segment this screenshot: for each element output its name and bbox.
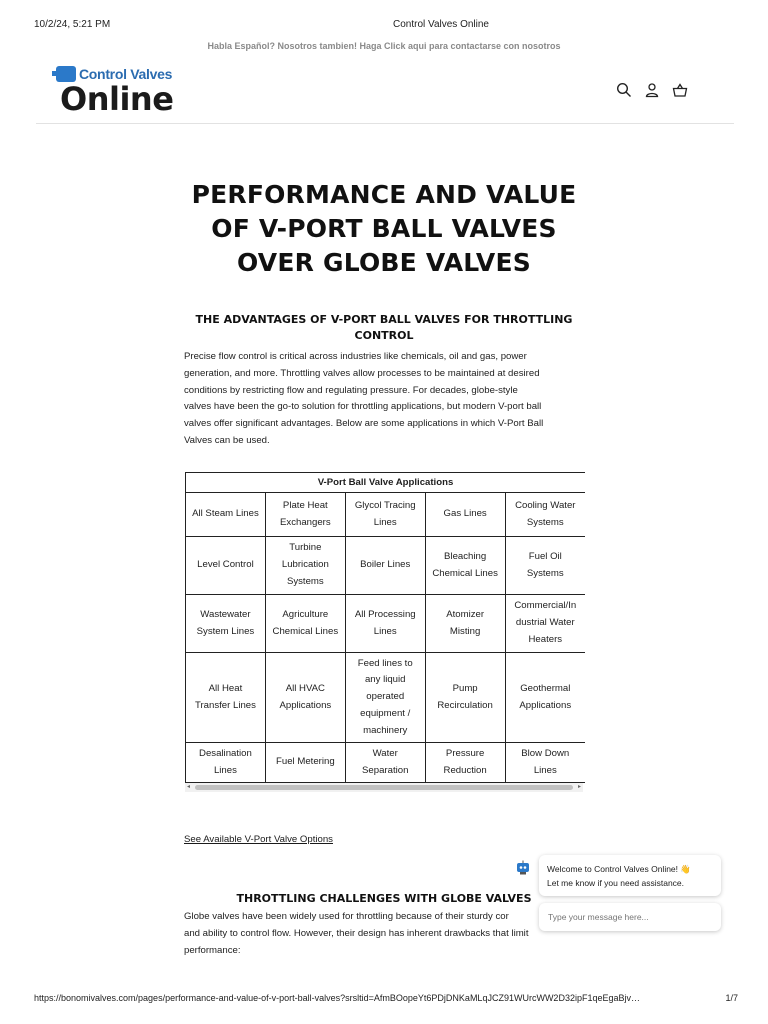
table-cell xyxy=(345,595,425,653)
cell-line: operated xyxy=(366,691,405,703)
print-url: https://bonomivalves.com/pages/performance-and-value-of-v-port-ball-valves?srsltid=AfmBOopeYt6PDjDNKaMLqJCZ91WUrcWW2D32ipF1qeEgaBjv… xyxy=(34,993,640,1003)
table-cell xyxy=(505,595,585,653)
cell-line: Bleaching xyxy=(444,550,487,562)
site-header xyxy=(36,64,734,124)
table-row xyxy=(186,595,586,653)
print-footer xyxy=(0,993,768,1007)
cell-line: Boiler Lines xyxy=(360,559,411,571)
cell-line: Systems xyxy=(526,516,564,528)
cell-line: All HVAC xyxy=(285,682,325,694)
title-line: OF V-PORT BALL VALVES xyxy=(211,214,557,243)
cell-line: Systems xyxy=(526,567,564,579)
cell-line: Wastewater xyxy=(200,608,251,620)
chat-bot-icon[interactable] xyxy=(515,860,531,876)
cell-line: Heaters xyxy=(528,633,563,645)
cell-line: Lines xyxy=(533,764,557,776)
cell-line: Agriculture xyxy=(282,608,329,620)
cell-line: All Processing xyxy=(354,608,416,620)
heading-line: CONTROL xyxy=(354,329,414,342)
applications-table xyxy=(185,472,585,783)
cell-line: Lines xyxy=(373,516,397,528)
cell-line: Misting xyxy=(449,625,481,637)
cell-line: Applications xyxy=(279,699,332,711)
cell-line: Lines xyxy=(373,625,397,637)
table-cell xyxy=(265,743,345,783)
table-cell xyxy=(186,743,266,783)
cart-icon[interactable] xyxy=(672,82,688,98)
table-row xyxy=(186,743,586,783)
table-horizontal-scrollbar[interactable] xyxy=(185,783,583,792)
cell-line: Glycol Tracing xyxy=(354,499,416,511)
cell-line: Turbine xyxy=(289,542,322,554)
print-date: 10/2/24, 5:21 PM xyxy=(34,19,111,30)
cell-line: Commercial/In xyxy=(514,600,577,612)
cell-line: Reduction xyxy=(443,764,487,776)
cell-line: All Heat xyxy=(208,682,243,694)
cell-line: dustrial Water xyxy=(515,617,575,629)
chat-welcome-bubble xyxy=(539,855,721,896)
section1-paragraph xyxy=(184,349,584,450)
scroll-right-arrow-icon[interactable]: ▸ xyxy=(577,784,581,790)
table-cell xyxy=(345,653,425,743)
table-cell xyxy=(345,493,425,537)
logo-line2: Online xyxy=(60,80,174,118)
chat-welcome-line: Welcome to Control Valves Online! 👋 xyxy=(547,864,691,874)
table-cell xyxy=(425,653,505,743)
chat-assist-line: Let me know if you need assistance. xyxy=(547,878,685,888)
para-line: Precise flow control is critical across industries like chemicals, oil and gas, power xyxy=(184,351,527,362)
cell-line: Pressure xyxy=(445,747,485,759)
table-cell xyxy=(425,493,505,537)
search-icon[interactable] xyxy=(616,82,632,98)
para-line: and ability to control flow. However, their design has inherent drawbacks that limit xyxy=(184,927,529,939)
announcement-bar[interactable]: Habla Español? Nosotros tambien! Haga Click aqui para contactarse con nosotros xyxy=(207,41,561,51)
print-header xyxy=(0,19,768,33)
table-cell xyxy=(425,595,505,653)
table-cell xyxy=(345,537,425,595)
table-row xyxy=(186,653,586,743)
cell-line: Blow Down xyxy=(521,747,570,759)
table-cell xyxy=(265,653,345,743)
article-title xyxy=(0,178,768,280)
section2-paragraph xyxy=(184,909,584,959)
title-line: PERFORMANCE AND VALUE xyxy=(191,180,577,209)
cell-line: All Steam Lines xyxy=(192,508,259,520)
cell-line: Pump xyxy=(452,682,478,694)
para-line: conditions by restricting flow and regulating pressure. For decades, globe-style xyxy=(184,384,518,396)
para-line: valves have been the go-to solution for throttling applications, but modern V-port ball xyxy=(184,401,542,413)
para-line: generation, and more. Throttling valves allow processes to be maintained at desired xyxy=(184,367,540,379)
table-row xyxy=(186,537,586,595)
table-cell xyxy=(505,537,585,595)
cell-line: Atomizer xyxy=(446,608,485,620)
table-cell xyxy=(186,537,266,595)
title-line: OVER GLOBE VALVES xyxy=(237,248,531,277)
table-cell xyxy=(186,493,266,537)
cell-line: Cooling Water xyxy=(515,499,576,511)
table-cell xyxy=(505,653,585,743)
cell-line: Applications xyxy=(519,699,572,711)
scroll-left-arrow-icon[interactable]: ◂ xyxy=(187,784,191,790)
table-cell xyxy=(425,537,505,595)
print-page-title: Control Valves Online xyxy=(393,19,489,30)
cell-line: Recirculation xyxy=(437,699,493,711)
cell-line: Plate Heat xyxy=(282,499,328,511)
cell-line: machinery xyxy=(363,724,408,736)
para-line: valves offer significant advantages. Below are some applications in which V-Port Ball xyxy=(184,418,544,430)
table-cell xyxy=(505,493,585,537)
logo-line1: Control Valves xyxy=(79,66,173,82)
table-cell xyxy=(265,493,345,537)
heading-line: THE ADVANTAGES OF V-PORT BALL VALVES FOR THROTTLING xyxy=(195,313,573,326)
cell-line: Chemical Lines xyxy=(272,625,339,637)
para-line: Valves can be used. xyxy=(184,434,270,446)
cell-line: Exchangers xyxy=(280,516,331,528)
cell-line: Geothermal xyxy=(520,682,571,694)
table-cell xyxy=(186,595,266,653)
cell-line: Water xyxy=(372,747,398,759)
cell-line: Desalination xyxy=(199,747,252,759)
cell-line: equipment / xyxy=(360,707,411,719)
cell-line: Level Control xyxy=(197,559,254,571)
section1-heading xyxy=(184,312,584,344)
table-cell xyxy=(265,537,345,595)
cell-line: Gas Lines xyxy=(443,508,487,520)
cell-line: Lubrication xyxy=(281,559,329,571)
table-cell xyxy=(265,595,345,653)
para-line: Globe valves have been widely used for throttling because of their sturdy cor xyxy=(184,911,509,922)
table-cell xyxy=(345,743,425,783)
table-row xyxy=(186,493,586,537)
table-cell xyxy=(505,743,585,783)
cell-line: Fuel Oil xyxy=(528,550,562,562)
table-cell xyxy=(186,653,266,743)
cell-line: Fuel Metering xyxy=(276,756,335,768)
cell-line: Systems xyxy=(286,575,324,587)
cell-line: Transfer Lines xyxy=(194,699,256,711)
chat-message-input[interactable] xyxy=(539,903,721,931)
table-header-row xyxy=(186,473,586,493)
account-icon[interactable] xyxy=(644,82,660,98)
section2-heading: THROTTLING CHALLENGES WITH GLOBE VALVES xyxy=(236,892,532,905)
cell-line: System Lines xyxy=(196,625,255,637)
cell-line: Feed lines to xyxy=(357,657,413,669)
cell-line: Chemical Lines xyxy=(432,567,498,579)
para-line: performance: xyxy=(184,944,241,956)
cell-line: Lines xyxy=(213,764,237,776)
see-vport-options-link[interactable]: See Available V-Port Valve Options xyxy=(184,834,333,845)
print-page-number: 1/7 xyxy=(725,993,738,1003)
table-cell xyxy=(425,743,505,783)
cell-line: any liquid xyxy=(364,674,406,686)
table-caption: V-Port Ball Valve Applications xyxy=(186,473,586,493)
site-logo[interactable] xyxy=(56,64,186,120)
cell-line: Separation xyxy=(362,764,409,776)
scrollbar-thumb[interactable] xyxy=(195,785,573,790)
